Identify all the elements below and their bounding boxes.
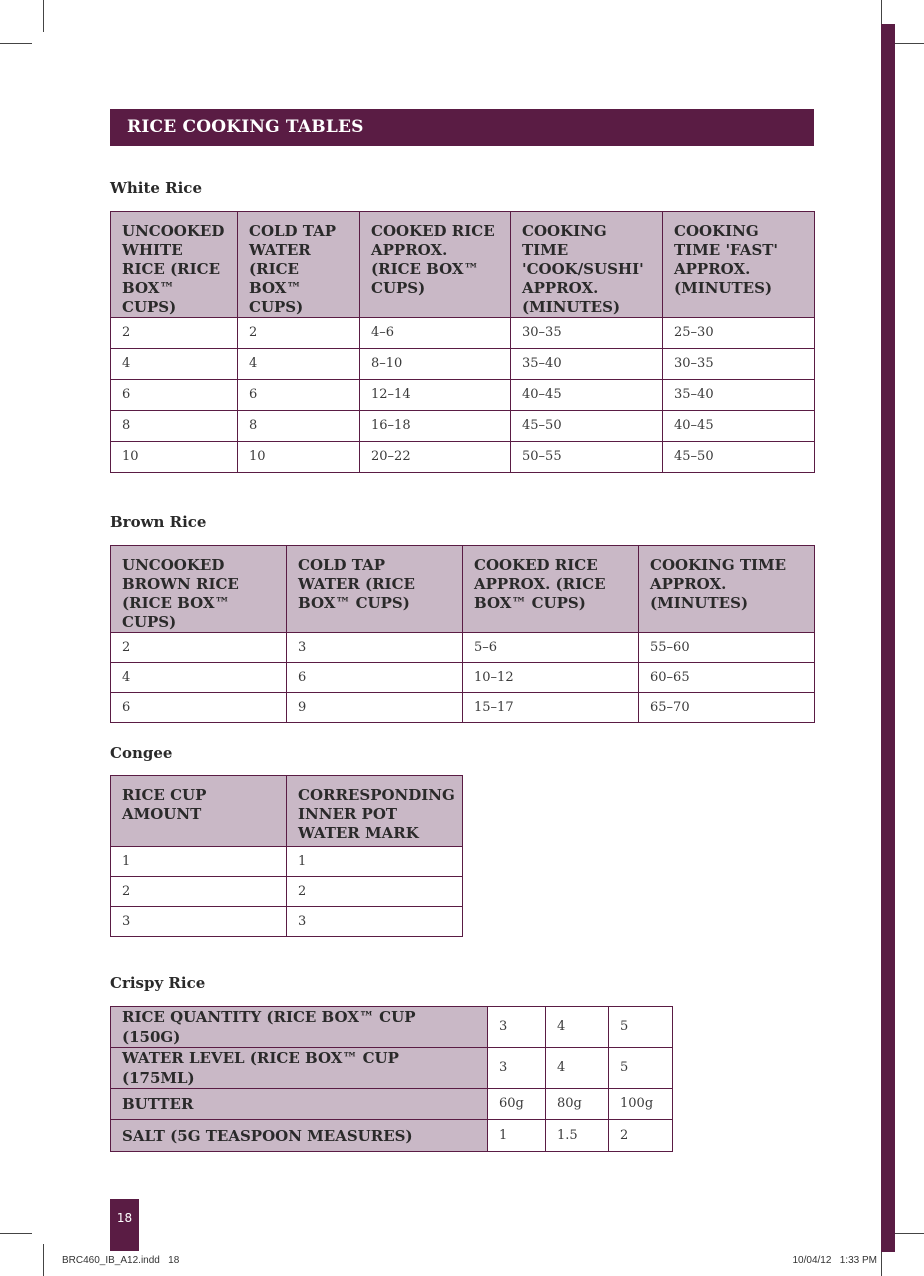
table-row <box>111 1089 673 1120</box>
table-cell: 40–45 <box>663 411 815 442</box>
crop-mark <box>892 43 924 44</box>
table-header: UNCOOKED BROWN RICE (RICE BOX™ CUPS) <box>111 546 287 633</box>
table-cell: 12–14 <box>360 380 511 411</box>
table-cell: 6 <box>111 693 287 723</box>
table-cell: 35–40 <box>511 349 663 380</box>
table-cell: 2 <box>111 877 287 907</box>
table-row-label: RICE QUANTITY (RICE BOX™ CUP (150G) <box>111 1007 488 1048</box>
table-cell: 5 <box>609 1048 673 1089</box>
table-cell: 55–60 <box>639 633 815 663</box>
table-header: CORRESPONDING INNER POT WATER MARK <box>287 776 463 847</box>
table-cell: 1 <box>111 847 287 877</box>
table-cell: 3 <box>111 907 287 937</box>
table-cell: 3 <box>287 907 463 937</box>
table-cell: 3 <box>287 633 463 663</box>
table-header: COLD TAP WATER (RICE BOX™ CUPS) <box>287 546 463 633</box>
table-row <box>111 847 463 877</box>
table-cell: 3 <box>488 1048 546 1089</box>
table-cell: 10 <box>111 442 238 473</box>
table-cell: 15–17 <box>463 693 639 723</box>
table-cell: 2 <box>287 877 463 907</box>
table-row <box>111 380 815 411</box>
table-header: COOKED RICE APPROX. (RICE BOX™ CUPS) <box>463 546 639 633</box>
table-row <box>111 411 815 442</box>
table-cell: 65–70 <box>639 693 815 723</box>
table-cell: 2 <box>111 318 238 349</box>
table-cell: 60g <box>488 1089 546 1120</box>
table-row <box>111 442 815 473</box>
side-color-bar <box>881 24 895 1252</box>
table-cell: 1.5 <box>546 1120 609 1152</box>
table-cell: 6 <box>111 380 238 411</box>
table-header: COLD TAP WATER (RICE BOX™ CUPS) <box>238 212 360 318</box>
table-cell: 100g <box>609 1089 673 1120</box>
table-cell: 8 <box>238 411 360 442</box>
table-cell: 10–12 <box>463 663 639 693</box>
table-row-label: BUTTER <box>111 1089 488 1120</box>
table-cell: 16–18 <box>360 411 511 442</box>
table-cell: 30–35 <box>663 349 815 380</box>
table-cell: 35–40 <box>663 380 815 411</box>
table-cell: 4 <box>546 1048 609 1089</box>
table-header: COOKING TIME 'COOK/SUSHI' APPROX. (MINUTES) <box>511 212 663 318</box>
table-cell: 30–35 <box>511 318 663 349</box>
table-cell: 4 <box>238 349 360 380</box>
table-row-label: SALT (5G TEASPOON MEASURES) <box>111 1120 488 1152</box>
table-cell: 4–6 <box>360 318 511 349</box>
crispy-rice-table <box>110 1006 673 1152</box>
table-cell: 9 <box>287 693 463 723</box>
table-cell: 8 <box>111 411 238 442</box>
table-row <box>111 1120 673 1152</box>
table-header: COOKED RICE APPROX. (RICE BOX™ CUPS) <box>360 212 511 318</box>
footer-file-info: BRC460_IB_A12.indd 18 <box>62 1255 180 1266</box>
crop-mark <box>43 0 44 32</box>
table-cell: 45–50 <box>663 442 815 473</box>
table-row <box>111 1048 673 1089</box>
white-rice-table <box>110 211 815 473</box>
table-cell: 45–50 <box>511 411 663 442</box>
table-row <box>111 1007 673 1048</box>
table-cell: 25–30 <box>663 318 815 349</box>
table-cell: 4 <box>546 1007 609 1048</box>
table-row <box>111 877 463 907</box>
table-cell: 6 <box>287 663 463 693</box>
crop-mark <box>0 43 32 44</box>
table-cell: 6 <box>238 380 360 411</box>
white-rice-title: White Rice <box>110 179 202 197</box>
table-cell: 8–10 <box>360 349 511 380</box>
table-cell: 3 <box>488 1007 546 1048</box>
table-cell: 4 <box>111 349 238 380</box>
table-header: COOKING TIME 'FAST' APPROX. (MINUTES) <box>663 212 815 318</box>
page-banner: RICE COOKING TABLES <box>110 109 814 146</box>
table-row <box>111 663 815 693</box>
table-cell: 80g <box>546 1089 609 1120</box>
table-row <box>111 633 815 663</box>
table-cell: 2 <box>609 1120 673 1152</box>
table-cell: 40–45 <box>511 380 663 411</box>
table-row <box>111 907 463 937</box>
table-cell: 2 <box>111 633 287 663</box>
page-number: 18 <box>110 1199 139 1251</box>
footer-date: 10/04/12 1:33 PM <box>792 1255 877 1266</box>
table-cell: 1 <box>488 1120 546 1152</box>
table-cell: 60–65 <box>639 663 815 693</box>
crop-mark <box>892 1233 924 1234</box>
table-header: RICE CUP AMOUNT <box>111 776 287 847</box>
table-header: COOKING TIME APPROX. (MINUTES) <box>639 546 815 633</box>
crispy-rice-title: Crispy Rice <box>110 974 206 992</box>
table-row-label: WATER LEVEL (RICE BOX™ CUP (175ML) <box>111 1048 488 1089</box>
table-row <box>111 693 815 723</box>
table-row <box>111 349 815 380</box>
table-cell: 2 <box>238 318 360 349</box>
brown-rice-table <box>110 545 815 723</box>
table-cell: 5–6 <box>463 633 639 663</box>
table-cell: 10 <box>238 442 360 473</box>
table-header: UNCOOKED WHITE RICE (RICE BOX™ CUPS) <box>111 212 238 318</box>
crop-mark <box>43 1244 44 1276</box>
brown-rice-title: Brown Rice <box>110 513 207 531</box>
table-cell: 50–55 <box>511 442 663 473</box>
table-cell: 20–22 <box>360 442 511 473</box>
table-row <box>111 318 815 349</box>
table-cell: 1 <box>287 847 463 877</box>
congee-table <box>110 775 463 937</box>
crop-mark <box>0 1233 32 1234</box>
table-cell: 4 <box>111 663 287 693</box>
congee-title: Congee <box>110 744 173 762</box>
table-cell: 5 <box>609 1007 673 1048</box>
